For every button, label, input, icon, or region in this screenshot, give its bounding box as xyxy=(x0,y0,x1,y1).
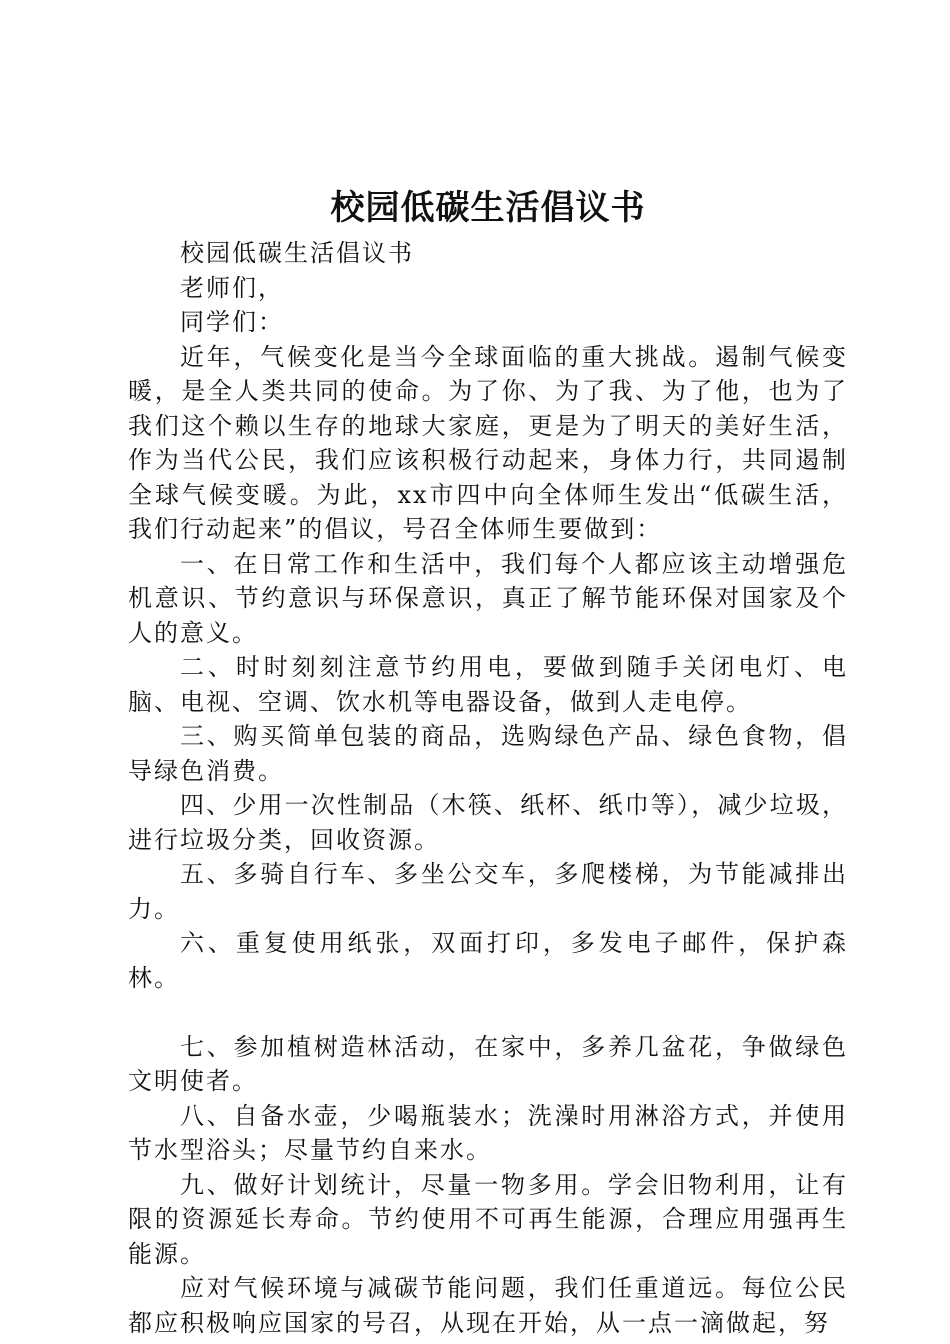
paragraph-heading-repeat: 校园低碳生活倡议书 xyxy=(180,239,414,267)
paragraph-item-9: 九、做好计划统计，尽量一物多用。学会旧物利用，让有限的资源延长寿命。节约使用不可再生能源，合理应用强再生能源。 xyxy=(128,1170,848,1268)
blank-line xyxy=(128,995,848,1030)
paragraph-item-3: 三、购买简单包装的商品，选购绿色产品、绿色食物，倡导绿色消费。 xyxy=(128,722,848,785)
paragraph-closing: 应对气候环境与减碳节能问题，我们任重道远。每位公民都应积极响应国家的号召，从现在开始，从一点一滴做起，努 xyxy=(128,1274,848,1337)
document-page xyxy=(128,186,848,1340)
paragraph-intro: 近年，气候变化是当今全球面临的重大挑战。遏制气候变暖，是全人类共同的使命。为了你、为了我、为了他，也为了我们这个赖以生存的地球大家庭，更是为了明天的美好生活，作为当代公民，我们应该积极行动起来，身体力行，共同遏制全球气候变暖。为此，xx市四中向全体师生发出“低碳生活，我们行动起来”的倡议，号召全体师生要做到： xyxy=(128,342,848,543)
paragraph-item-8: 八、自备水壶，少喝瓶装水；洗澡时用淋浴方式，并使用节水型浴头；尽量节约自来水。 xyxy=(128,1101,848,1164)
paragraph-item-6: 六、重复使用纸张，双面打印，多发电子邮件，保护森林。 xyxy=(128,929,848,992)
paragraph-item-2: 二、时时刻刻注意节约用电，要做到随手关闭电灯、电脑、电视、空调、饮水机等电器设备，做到人走电停。 xyxy=(128,653,848,716)
paragraph-item-4: 四、少用一次性制品（木筷、纸杯、纸巾等），减少垃圾，进行垃圾分类，回收资源。 xyxy=(128,791,848,854)
document-title: 校园低碳生活倡议书 xyxy=(330,188,646,228)
paragraph-item-5: 五、多骑自行车、多坐公交车，多爬楼梯，为节能减排出力。 xyxy=(128,860,848,923)
document-body xyxy=(128,236,848,1340)
paragraph-salutation-students: 同学们： xyxy=(180,308,284,336)
paragraph-item-7: 七、参加植树造林活动，在家中，多养几盆花，争做绿色文明使者。 xyxy=(128,1032,848,1095)
paragraph-salutation-teachers: 老师们， xyxy=(180,273,284,302)
paragraph-item-1: 一、在日常工作和生活中，我们每个人都应该主动增强危机意识、节约意识与环保意识，真正了解节能环保对国家及个人的意义。 xyxy=(128,549,848,647)
